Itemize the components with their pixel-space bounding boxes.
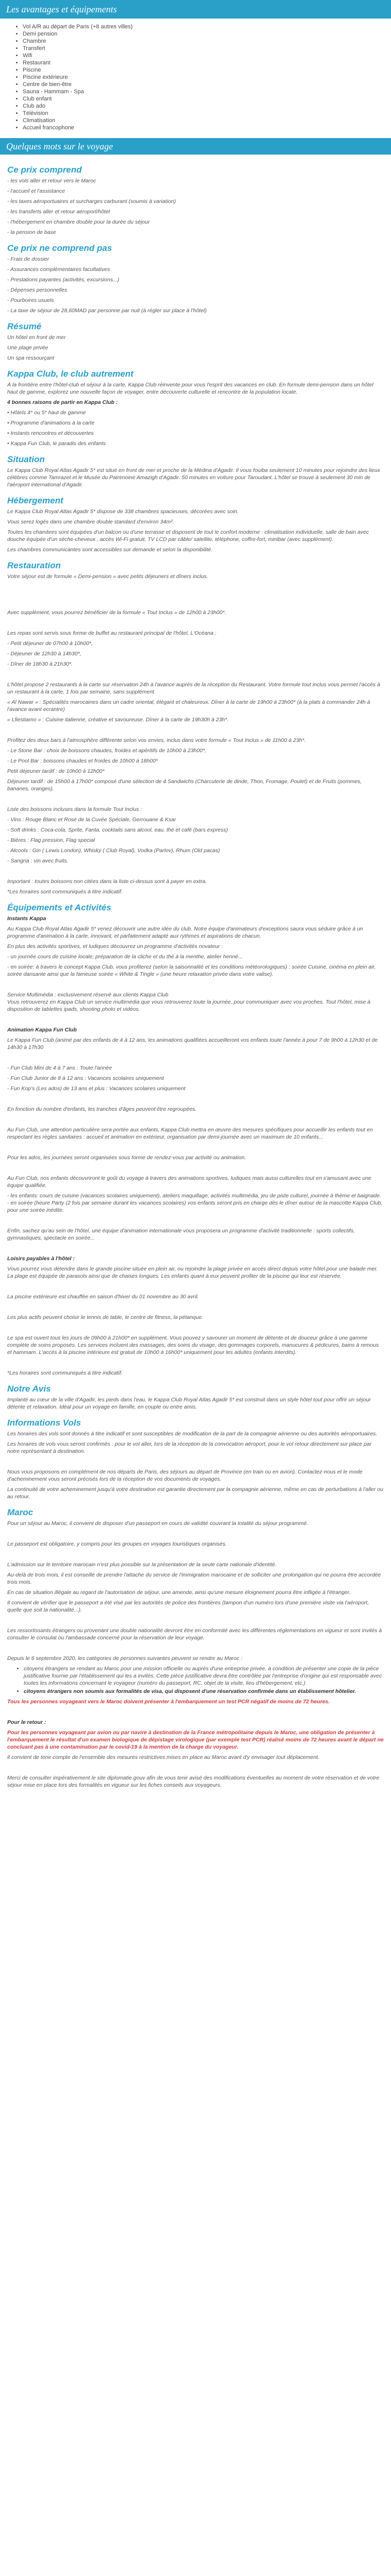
- maroc-text: En cas de situation illégale au regard de l'autorisation de séjour, une amende, ainsi qu'une mesure éloignement pourra être infligée à l'étranger.: [7, 1589, 351, 1596]
- maroc-list-item: • citoyens étrangers non soumis aux formalités de visa, qui disposent d'une réservation confirmée dans un établissement hôtelier.: [24, 1688, 384, 1695]
- feature-item: • Restaurant: [23, 60, 391, 66]
- instants-heading: Instants Kappa: [7, 916, 46, 922]
- prix-compris-line: - l'accueil et l'assistance: [7, 188, 65, 194]
- heberg-heading: Hébergement: [7, 496, 63, 505]
- feature-item: • Piscine: [23, 67, 391, 73]
- maroc-text: Depuis le 6 septembre 2020, les catégories de personnes suivantes peuvent se rendre au Maroc :: [7, 1655, 242, 1662]
- feature-item: • Centre de bien-être: [23, 81, 391, 88]
- heberg-text: Le Kappa Club Royal Atlas Agadir 5* dispose de 338 chambres spacieuses, décorées avec soin.: [7, 509, 239, 515]
- loisirs-heading: Loisirs payables à l'hôtel :: [7, 1256, 75, 1262]
- feature-item: • Télévision: [23, 110, 391, 116]
- ti-meal: - Dîner de 18h30 à 21h30*.: [7, 661, 73, 667]
- resume-line: Un hôtel en front de mer: [7, 334, 66, 341]
- feature-item: • Demi pension: [23, 31, 391, 37]
- fun-list: - les enfants: cours de cuisine (vacances scolaires uniquement), ateliers maquillage, activités multimédia, jeu de piste culturel, journée à thème et baignade. - en soirée (heure Party (2 fois par semaine durant les vacances scolaires) vos enfants seront pris en charge dès le dîner autour de la mascotte Kappa Club, pour une soirée inédite.: [7, 1193, 383, 1213]
- prix-non-line: - Prestations payantes (activités, excursions...): [7, 277, 120, 283]
- voyage-banner: Quelques mots sur le voyage: [0, 138, 391, 155]
- ti-text: Important : toutes boissons non citées dans la liste ci-dessus sont à payer en extra.: [7, 878, 207, 885]
- feature-item: • Piscine extérieure: [23, 74, 391, 80]
- maroc-text: Il convient de vérifier que le passeport a été visé par les autorités de police des frontières (tampon d'un numéro lors d'une première visite via l'aéroport, quelle que soit la nationalité...).: [7, 1600, 369, 1613]
- animation-item: - Fun Club Junior de 8 à 12 ans : Vacances scolaires uniquement: [7, 1075, 164, 1081]
- features-list: [15, 24, 391, 131]
- instants-item: - en soirée: à travers le concept Kappa Club, vous profiterez (selon la saisonnalité et les conditions météorologiques) : soirée Cuisine, cinéma en plein air, soirée dansante ainsi que la fameuse soirée « White & Tingle » (une heure relaxation privée dans votre valise).: [7, 964, 376, 977]
- maroc-heading: Maroc: [7, 1507, 34, 1517]
- ti-text: Petit déjeuner tardif : de 10h00 à 12h00*: [7, 768, 105, 774]
- infos-text: Nous vous proposons en complément de nos départs de Paris, des séjours au départ de Province (en train ou en avion). Contactez-nous et le mode d'acheminement vous seront précisés lors de la réception de vos documents de voyages.: [7, 1469, 363, 1482]
- ado-text: Pour les ados, les journées seront organisées sous forme de rendez-vous par activité ou animation.: [7, 1155, 246, 1161]
- animation-item: - Fun Kop's (Les ados) de 13 ans et plus : Vacances scolaires uniquement: [7, 1086, 186, 1092]
- end-text: Il convient de tenir compte de l'ensemble des mesures restrictives mises en place au Maroc avant d'y envisager tout déplacement.: [7, 1754, 320, 1760]
- ti-text: Les repas sont servis sous forme de buffet au restaurant principal de l'hôtel, L'Océana :: [7, 630, 217, 636]
- ti-drink: - Alcools : Gin ( Lewis London), Whisky ( Club Royal), Vodka (Parlov), Rhum (Old pacas): [7, 848, 220, 854]
- prix-compris-line: - les taxes aéroportuaires et surcharges carburant (soumis à variation): [7, 198, 176, 205]
- maroc-text: Le passeport est obligatoire, y compris pour les groupes en voyages touristiques organisés.: [7, 1541, 227, 1547]
- maroc-list-item: • citoyens étrangers se rendant au Maroc pour une mission officielle ou auprès d'une entreprise privée, à condition de présenter une copie de la pièce justificative fournie par l'établissement qui les a invités. Cette pièce justificative devra être contrôlée par l'entreprise d'origine qui est responsable avec toutes les informations concernant le voyageur (numéro du passeport, RC, objet de la visite, lieu d'hébergement, etc.): [24, 1665, 384, 1687]
- prix-non-line: - Assurances complémentaires facultatives: [7, 266, 110, 273]
- prix-compris-line: - la pension de base: [7, 229, 56, 235]
- heberg-text: Toutes les chambres sont équipées d'un balcon ou d'une terrasse et disposent de tout le confort moderne : climatisation individuelle, salle de bain avec douche équipée d'un sèche-cheveux , accès Wi-Fi gratuit, TV LCD par câble/ satellite, téléphone, coffre-fort, minibar (avec supplément).: [7, 529, 369, 543]
- maroc-list: [19, 1665, 384, 1695]
- loisirs-text: Les plus actifs peuvent choisir le tennis de table, le centre de fitness, la pétanque.: [7, 1314, 203, 1320]
- ti-text: *Les horaires sont communiqués à titre indicatif.: [7, 889, 123, 895]
- spa-text: Le spa est ouvert tous les jours de 09h00 à 21h00* en supplément. Vous pouvez y savourer un moment de détente et de douceur grâce à une gamme complète de soins proposés. Les services incluent des massages, des soins du visage, des gommages corporels, manucures & pédicures, bains à remous et hammam. L'accès à la piscine intérieure est gratuit de 10h00 à 16h00* uniquement pour les adultes (enfants interdits).: [7, 1335, 379, 1355]
- club-intro: 4 bonnes raisons de partir en Kappa Club :: [7, 399, 118, 405]
- fun-text: Au Fun Club, une attention particulière sera portée aux enfants, Kappa Club mettra en œuvre des mesures spécifiques pour accueillir les enfants tout en respectant les règles sanitaires : accueil et animation en extérieur, organisation par demi-journée avec un maximum de 10 enfants...: [7, 1127, 373, 1140]
- feature-item: • Transfert: [23, 45, 391, 52]
- infos-text: Les horaires de vols vous seront confirmés : pour le vol aller, lors de la réception de la convocation aéroport, pour le vol retour directement sur place par notre représentant à destination.: [7, 1441, 372, 1454]
- voyage-content: [0, 155, 391, 1789]
- ti-meal: - Déjeuner de 12h30 à 14h30*,: [7, 651, 82, 657]
- instants-text: Au Kappa Club Royal Atlas Agadir 5* venez découvrir une autre idée du club. Notre équipe d'animateurs d'exceptions saura vous séduire grâce à un programme d'animation à la carte, innovant, et parfaitement adapté aux rythmes et aspirations de chacun.: [7, 926, 363, 939]
- prix-non-line: - Frais de dossier: [7, 256, 50, 262]
- resume-line: Une plage privée: [7, 345, 48, 351]
- animation-text: Le Kappa Fun Club (animé par des enfants de 4 à 12 ans, les animations qualifiées accueilleront vos enfants toute l'année à pour 7 de 9h00 à 12h30 et de 14h30 à 17h30: [7, 1037, 378, 1050]
- retour-heading: Pour le retour :: [7, 1719, 46, 1725]
- pcr-notice: Tous les personnes voyageant vers le Maroc doivent présenter à l'embarquement un test PCR négatif de moins de 72 heures.: [7, 1699, 330, 1705]
- club-reason: • Instants rencontres et découvertes: [7, 430, 94, 436]
- ti-drink: - Soft drinks : Coca-cola, Sprite, Fanta, cocktails sans alcool, eau, thé et café (bars express): [7, 827, 228, 833]
- instants-text: En plus des activités sportives, et ludiques découvrez un programme d'activités novateur :: [7, 943, 223, 950]
- loisirs-text: Vous pourrez vous détendre dans le grande piscine située en plein air, ou rejoindre la plage privée en accès direct depuis votre hôtel pour une balade mer. La plage est équipée de parasols ainsi que de chaises longues. Les enfants quant à eux peuvent profiter de la piscine qui leur est réservée.: [7, 1266, 378, 1279]
- ti-text: Avec supplément, vous pourrez bénéficier de la formule « Tout Inclus » de 12h00 à 23h00*.: [7, 609, 226, 616]
- retour-notice: Pour les personnes voyageant par avion ou par navire à destination de la France métropolitaine depuis le Maroc, une obligation de présenter à l'embarquement le résultat d'un examen biologique de dépistage virologique (par exemple test PCR) réalisé moins de 72 heures avant le départ ne concluant pas à une contamination par le covid-19 à la mention de la charge du voyageur.: [7, 1730, 384, 1750]
- ti-drink: - Bières : Flag pression, Flag special: [7, 837, 95, 843]
- ti-bar: - Le Stone Bar : choix de boissons chaudes, froides et apéritifs de 10h00 à 23h00*,: [7, 748, 206, 754]
- ti-text: L'hôtel propose 2 restaurants à la carte sur réservation 24h à l'avance auprès de la réception du Restaurant. Votre formule tout inclus vous permet l'accès à un restaurant à la carte, 1 fois par semaine, sans supplément.: [7, 682, 380, 695]
- fun-text: Au Fun Club, nos enfants découvriront le goût du voyage à travers des animations sportives, ludiques mais aussi culturelles tout en s'amusant avec une équipe qualifiée.: [7, 1175, 371, 1189]
- loisirs-text: La piscine extérieure est chauffée en saison d'hiver du 01 novembre au 30 avril.: [7, 1294, 199, 1300]
- maroc-text: Les ressortissants étrangers ou provenant une double nationalité devront être en conformité avec les différentes réglementations en vigueur et sont invités à consulter le consulat ou l'ambassade concerné pour la réservation de leur voyage.: [7, 1628, 382, 1641]
- end-text: Merci de consulter impérativement le site diplomatie.gouv afin de vous tenir avisé des modifications éventuelles au moment de votre réservation et de votre séjour mise en place lors des formalités en vigueur sur les fiches conseils aux voyageurs.: [7, 1775, 380, 1788]
- prix-non-line: - Dépenses personnelles: [7, 287, 68, 293]
- avis-heading: Notre Avis: [7, 1384, 51, 1394]
- ti-text: Profitez des deux bars à l'atmosphère différente selon vos envies, inclus dans votre formule « Tout Inclus » de 11h00 à 23h*.: [7, 737, 306, 743]
- situation-text: Le Kappa Club Royal Atlas Agadir 5* est situé en front de mer et proche de la Médina d'Agadir. Il vous fouiba seulement 10 minutes pour rejoindre des lieux célèbres comme Tamrazet et le Musée du Patrimoine Amazigh d'Agadir. 50 minutes en voiture pour Taroudant. L'hôtel se trouve à seulement 30 min de l'aéroport international d'Agadir.: [7, 467, 380, 488]
- maroc-text: L'admission sur le territoire marocain n'est plus possible sur la présentation de la seule carte nationale d'identité.: [7, 1562, 276, 1568]
- prix-compris-line: - les transferts aller et retour aéroport/hôtel: [7, 209, 110, 215]
- ti-text: Liste des boissons incluses dans la formule Tout Inclus :: [7, 806, 142, 812]
- infos-text: Les horaires des vols sont donnés à titre indicatif et sont susceptibles de modification de la part de la compagnie aérienne ou des autorités aéroportuaires.: [7, 1431, 378, 1437]
- ti-text: « Al Nawar » : Spécialités marocaines dans un cadre oriental, élégant et chaleureux. Dîner à la carte de 19h00 à 23h00* (à la plats à commander 24h à l'avance avant ecrantre): [7, 699, 370, 713]
- infos-heading: Informations Vols: [7, 1418, 81, 1428]
- ti-text: Déjeuner tardif : de 15h00 à 17h00* composé d'une sélection de 4 Sandwichs (Charcuterie de dinde, Thon, Fromage, Poulet) et de Fruits (pommes, bananes, oranges).: [7, 778, 362, 792]
- prix-compris-line: - l'hébergement en chambre double pour la durée du séjour: [7, 219, 150, 225]
- resume-line: Un spa ressourçant: [7, 355, 55, 361]
- animation-item: - Fun Club Mini de 4 à 7 ans : Toute l'année: [7, 1065, 112, 1071]
- spa-note: *Les horaires sont communiqués à titre indicatif.: [7, 1370, 123, 1376]
- resto-text: Votre séjour est de formule « Demi-pension » avec petits déjeuners et dîners inclus.: [7, 573, 208, 580]
- prix-non-line: - La taxe de séjour de 28,60MAD par personne par nuit (à régler sur place à l'hôtel): [7, 308, 207, 314]
- ado-text: Enfin, sachez qu'au sein de l'hôtel, une équipe d'animation internationale vous proposera un programme d'activité traditionnelle : sports collectifs, gymnastiques, spectacle en soirée...: [7, 1228, 355, 1241]
- animation-heading: Animation Kappa Fun Club: [7, 1027, 77, 1033]
- ti-text: « Lfiestiamo » : Cuisine italienne, créative et savoureuse. Dîner à la carte de 19h30h à 23h*.: [7, 717, 229, 723]
- feature-item: • Chambre: [23, 38, 391, 44]
- resto-heading: Restauration: [7, 561, 61, 570]
- club-reason: • Kappa Fun Club, le paradis des enfants: [7, 440, 106, 447]
- club-reason: • Programme d'animations à la carte: [7, 420, 95, 426]
- club-reason: • Hôtels 4* ou 5* haut de gamme: [7, 410, 86, 416]
- advantages-banner: Les avantages et équipements: [0, 0, 391, 19]
- infos-text: La continuité de votre acheminement jusqu'à votre destination est garantie directement par la compagnie aérienne, même en cas de perturbations à l'aller ou au retour.: [7, 1486, 383, 1500]
- avis-text: Implanté au cœur de la ville d'Agadir, les pieds dans l'eau, le Kappa Club Royal Atlas Agadir 5* est construit dans un style hôtel tout pour offrir un séjour détente et relaxation. Idéal pour un voyage en famille, en couple ou entre amis.: [7, 1397, 371, 1410]
- feature-item: • Club enfant: [23, 96, 391, 102]
- resume-heading: Résumé: [7, 321, 42, 331]
- feature-item: • Vol A/R au départ de Paris (+8 autres villes): [23, 24, 391, 30]
- heberg-text: Vous serez logés dans une chambre double standard d'environ 34m².: [7, 519, 174, 525]
- maroc-text: Au-delà de trois mois, il est conseillé de prendre l'attache du service de l'immigration marocaine et de solliciter une prolongation qui ne pourra être accordée trois mois.: [7, 1572, 381, 1585]
- prix-non-line: - Pourboires usuels: [7, 297, 54, 303]
- feature-item: • Sauna - Hammam - Spa: [23, 89, 391, 95]
- ti-bar: - Le Pool Bar : boissons chaudes et froides de 10h00 à 18h00*: [7, 758, 158, 764]
- feature-item: • Club ado: [23, 103, 391, 109]
- prix-compris-line: - les vols aller et retour vers le Maroc: [7, 178, 96, 184]
- feature-item: • Accueil francophone: [23, 125, 391, 131]
- service-text: Service Multimédia : exclusivement réservé aux clients Kappa Club Vous retrouverez en Kappa Club un service multimédia que vous retrouverez toute la journée, pour communiquer avec vos proches. Tout l'hôtel, mise à disposition de tablettes ipads, shooting photo et vidéos.: [7, 992, 370, 1012]
- situation-heading: Situation: [7, 454, 45, 464]
- ti-drink: - Vins : Rouge Blanc et Rosé de la Cuvée Spéciale, Gerrouane & Ksar: [7, 817, 176, 823]
- prix-non-heading: Ce prix ne comprend pas: [7, 243, 112, 253]
- maroc-text: Pour un séjour au Maroc, il convient de disposer d'un passeport en cours de validité couvrant la totalité du séjour programmé.: [7, 1520, 308, 1527]
- feature-item: • Climatisation: [23, 117, 391, 124]
- club-text: À la frontière entre l'hôtel-club et séjour à la carte, Kappa Club réinvente pour vous l'esprit des vacances en club. En formule demi-pension dans un hôtel haut de gamme, explorez une nouvelle façon de voyager, entre découverte culturelle et rencontre de la population locale.: [7, 382, 373, 395]
- feature-item: • Wifi: [23, 53, 391, 59]
- instants-item: - un journée cours de cuisine locale, préparation de la cliche et du thé à la menthe, atelier henné...: [7, 954, 243, 960]
- club-heading: Kappa Club, le club autrement: [7, 369, 134, 379]
- prix-compris-heading: Ce prix comprend: [7, 165, 82, 175]
- animation-note: En fonction du nombre d'enfants, les tranches d'âges peuvent être regroupées.: [7, 1106, 197, 1112]
- ti-meal: - Petit déjeuner de 07h00 à 10h00*,: [7, 640, 93, 647]
- ti-drink: - Sangria : vin avec fruits.: [7, 858, 69, 864]
- heberg-text: Les chambres communicantes sont accessibles sur demande et selon la disponibilité.: [7, 547, 213, 553]
- equip-heading: Équipements et Activités: [7, 903, 111, 912]
